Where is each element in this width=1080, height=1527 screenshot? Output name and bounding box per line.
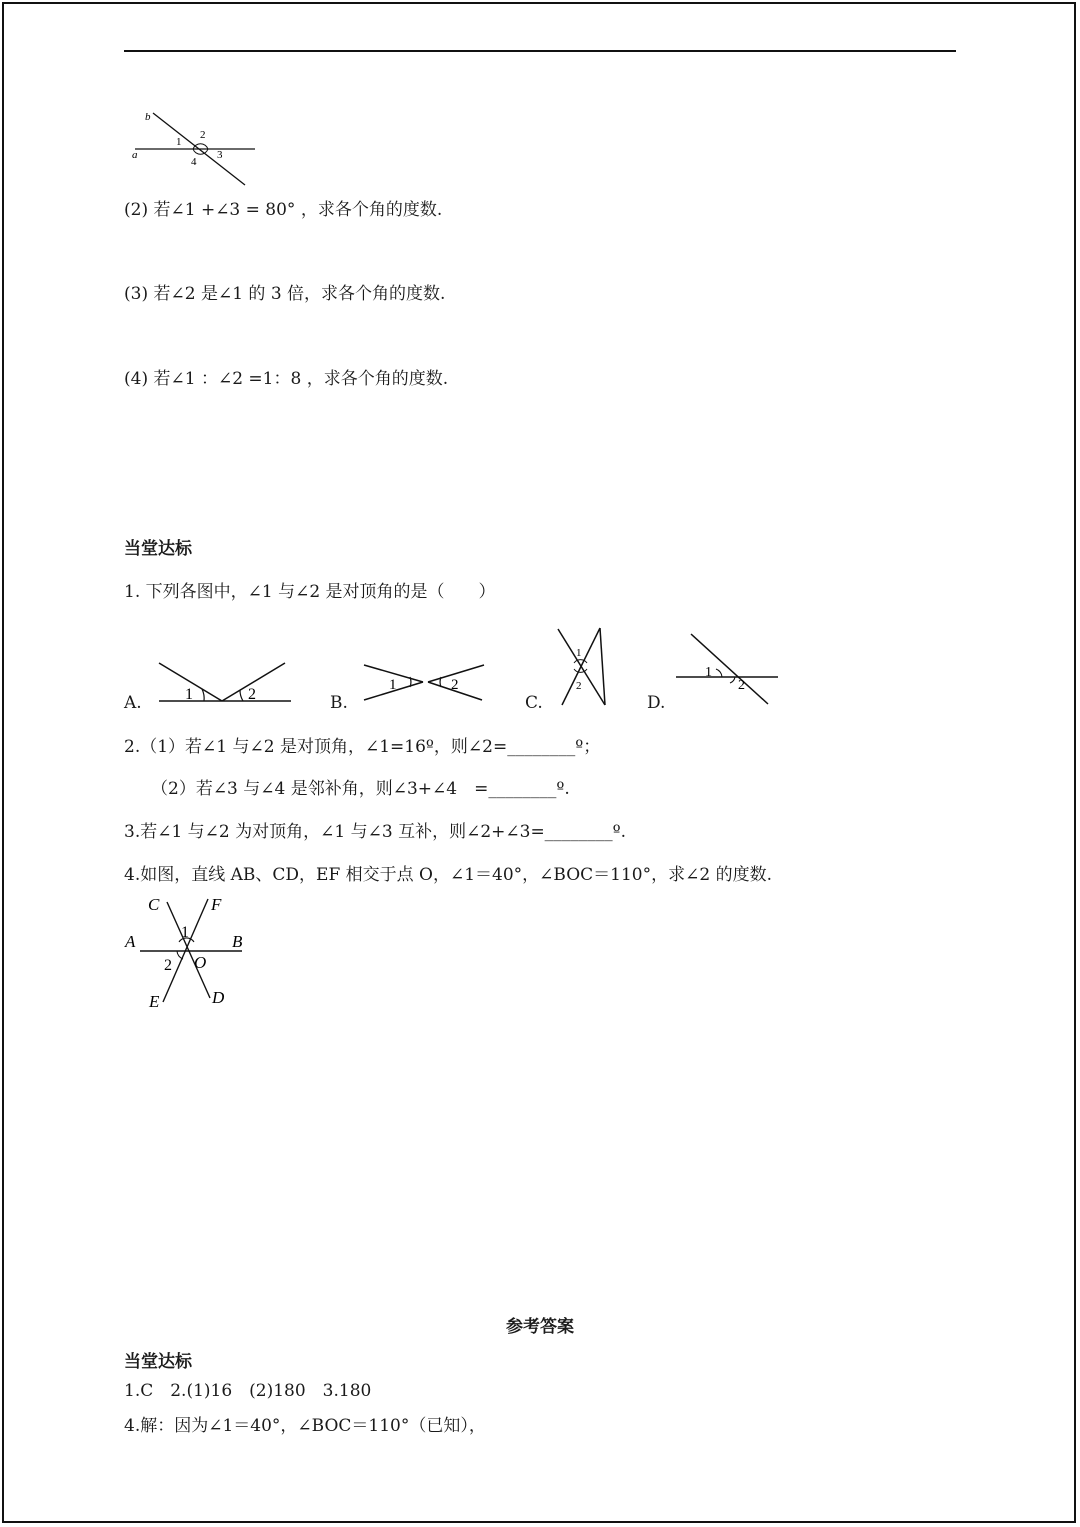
- option-c-figure: [552, 625, 612, 710]
- header-rule: [124, 50, 956, 52]
- exercise-2-part-2: （2）若∠3 与∠4 是邻补角，则∠3+∠4 =________º.: [151, 779, 570, 799]
- angle-2-label: 2: [200, 129, 206, 141]
- option-b-label: B.: [330, 693, 348, 713]
- exercise-3: 3.若∠1 与∠2 为对顶角，∠1 与∠3 互补，则∠2+∠3=________º.: [124, 822, 627, 842]
- line-b-label: b: [145, 111, 151, 123]
- question-2: (2) 若∠1 +∠3 = 80° ，求各个角的度数.: [124, 200, 443, 220]
- page-border: [2, 2, 1076, 1523]
- option-b-figure: [360, 660, 490, 705]
- option-a-label: A.: [124, 693, 142, 713]
- point-f-label: F: [211, 895, 222, 914]
- option-a-angle-2: 2: [248, 686, 256, 703]
- option-b-angle-1: 1: [389, 677, 397, 693]
- option-d-angle-2: 2: [738, 678, 745, 693]
- option-d-figure: [672, 630, 782, 708]
- angle-3-label: 3: [217, 149, 223, 161]
- angle-2-label: 2: [164, 957, 172, 974]
- option-c-angle-1: 1: [576, 647, 582, 659]
- option-a-angle-1: 1: [185, 686, 193, 703]
- exercise-1: 1. 下列各图中，∠1 与∠2 是对顶角的是（ ）: [124, 582, 496, 602]
- question-4: (4) 若∠1 ：∠2 =1：8 ，求各个角的度数.: [124, 369, 449, 389]
- point-e-label: E: [149, 992, 160, 1011]
- option-c-label: C.: [525, 693, 543, 713]
- point-o-label: O: [194, 953, 207, 972]
- answers-section-title: 当堂达标: [124, 1352, 192, 1372]
- point-b-label: B: [232, 932, 243, 951]
- option-d-label: D.: [647, 693, 666, 713]
- section-title-practice: 当堂达标: [124, 539, 192, 559]
- option-b-angle-2: 2: [451, 677, 459, 693]
- option-d-angle-1: 1: [705, 665, 712, 680]
- angle-1-label: 1: [181, 924, 189, 941]
- figure-three-lines-at-o: [120, 890, 255, 1015]
- point-a-label: A: [125, 932, 136, 951]
- exercise-2-part-1: 2.（1）若∠1 与∠2 是对顶角，∠1=16º，则∠2=________º；: [124, 737, 601, 757]
- point-d-label: D: [212, 988, 225, 1007]
- option-a-figure: [155, 658, 295, 708]
- answers-title: 参考答案: [506, 1317, 574, 1337]
- point-c-label: C: [148, 895, 160, 914]
- answer-line-1: 1.C 2.(1)16 (2)180 3.180: [124, 1381, 372, 1401]
- figure-intersecting-lines-top: [120, 105, 270, 190]
- exercise-4: 4.如图，直线 AB、CD，EF 相交于点 O，∠1＝40°，∠BOC＝110°，求∠2 的度数.: [124, 865, 772, 885]
- angle-1-label: 1: [176, 136, 182, 148]
- angle-4-label: 4: [191, 156, 197, 168]
- answer-line-4: 4.解：因为∠1＝40°，∠BOC＝110°（已知），: [124, 1416, 486, 1436]
- line-a-label: a: [132, 149, 138, 161]
- question-3: (3) 若∠2 是∠1 的 3 倍，求各个角的度数.: [124, 284, 446, 304]
- option-c-angle-2: 2: [576, 680, 582, 692]
